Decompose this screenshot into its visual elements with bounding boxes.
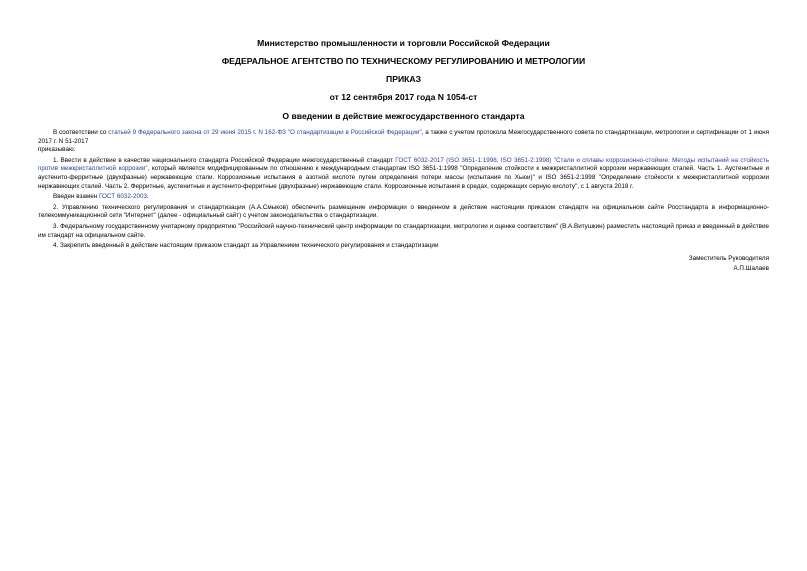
document-page [38, 38, 769, 274]
gost-6032-2003-link[interactable]: ГОСТ 6032-2003 [98, 193, 147, 201]
item-1-text-2: , который является модифицированным по отношению к международным стандартам ISO 3651-1:1998 "Определение стойкости к межкристаллитной коррозии нержавеющих сталей. Часть 1. Аустенитные и аустенито-ферритные (двухфазные) нержавеющие стали. Коррозионные испытания в азотной кислоте путем определения потери массы (испытания по Хьюи)" и ISO 3651-2:1998 "Определение стойкости к межкристаллитной коррозии нержавеющих сталей. Часть 2. Ферритные, аустенитные и аустенито-ферритные (двухфазные) нержавеющие стали. Коррозионные испытания в средах, содержащих серную кислоту", с 1 августа 2018 г. [38, 165, 769, 190]
preamble-text-1: В соответствии со [53, 129, 109, 136]
subject-heading: О введении в действие межгосударственного стандарта [282, 111, 525, 121]
preamble-paragraph [38, 129, 769, 146]
replaced-standard-paragraph [38, 193, 769, 202]
ministry-heading: Министерство промышленности и торговли Российской Федерации [257, 38, 550, 48]
date-number-heading: от 12 сентября 2017 года N 1054-ст [329, 92, 478, 102]
item-4-paragraph: 4. Закрепить введенный в действие настоящим приказом стандарт за Управлением технического регулирования и стандартизации [53, 242, 439, 250]
item-3-paragraph: 3. Федеральному государственному унитарному предприятию "Российский научно-технический центр информации по стандартизации, метрологии и оценке соответствия" (В.А.Витушкин) разместить настоящий приказ и введенный в действие им стандарт на официальном сайте. [38, 222, 769, 239]
agency-heading: ФЕДЕРАЛЬНОЕ АГЕНТСТВО ПО ТЕХНИЧЕСКОМУ РЕГУЛИРОВАНИЮ И МЕТРОЛОГИИ [221, 56, 586, 66]
replaced-text: Введен взамен [53, 193, 99, 201]
document-body [38, 129, 769, 274]
signatory-position: Заместитель Руководителя [688, 254, 769, 262]
doc-type-heading: ПРИКАЗ [386, 74, 421, 84]
replaced-end: . [146, 193, 149, 201]
preamble-text-2: , а также с учетом протокола Межгосударственного совета по стандартизации, метрологии и сертификации от 1 июня 2017 г. N 51-2017 [38, 129, 770, 145]
gost-6032-2017-link[interactable]: ГОСТ 6032-2017 (ISO 3651-1:1998, ISO 3651-2:1998) "Стали и сплавы коррозионно-стойкие. Методы испытаний на стойкость против межкристаллитной коррозии" [38, 156, 769, 173]
item-1-text-1: 1. Ввести в действие в качестве национального стандарта Российской Федерации межгосударственный стандарт [53, 156, 396, 164]
order-word: приказываю: [38, 146, 76, 154]
item-1-paragraph [38, 157, 769, 191]
signature-block [38, 254, 769, 274]
item-2-paragraph: 2. Управлению технического регулирования и стандартизации (А.А.Смыков) обеспечить размещение информации о введенном в действие настоящим приказом стандарте на официальном сайте Росстандарта в информационно-телекоммуникационной сети "Интернет" (далее - официальный сайт) с учетом законодательства о стандартизации. [38, 203, 769, 220]
signatory-name: А.П.Шалаев [733, 264, 769, 272]
law-article-link[interactable]: статьей 9 Федерального закона от 29 июня 2015 г. N 162-ФЗ "О стандартизации в Российской Федерации" [108, 129, 422, 136]
